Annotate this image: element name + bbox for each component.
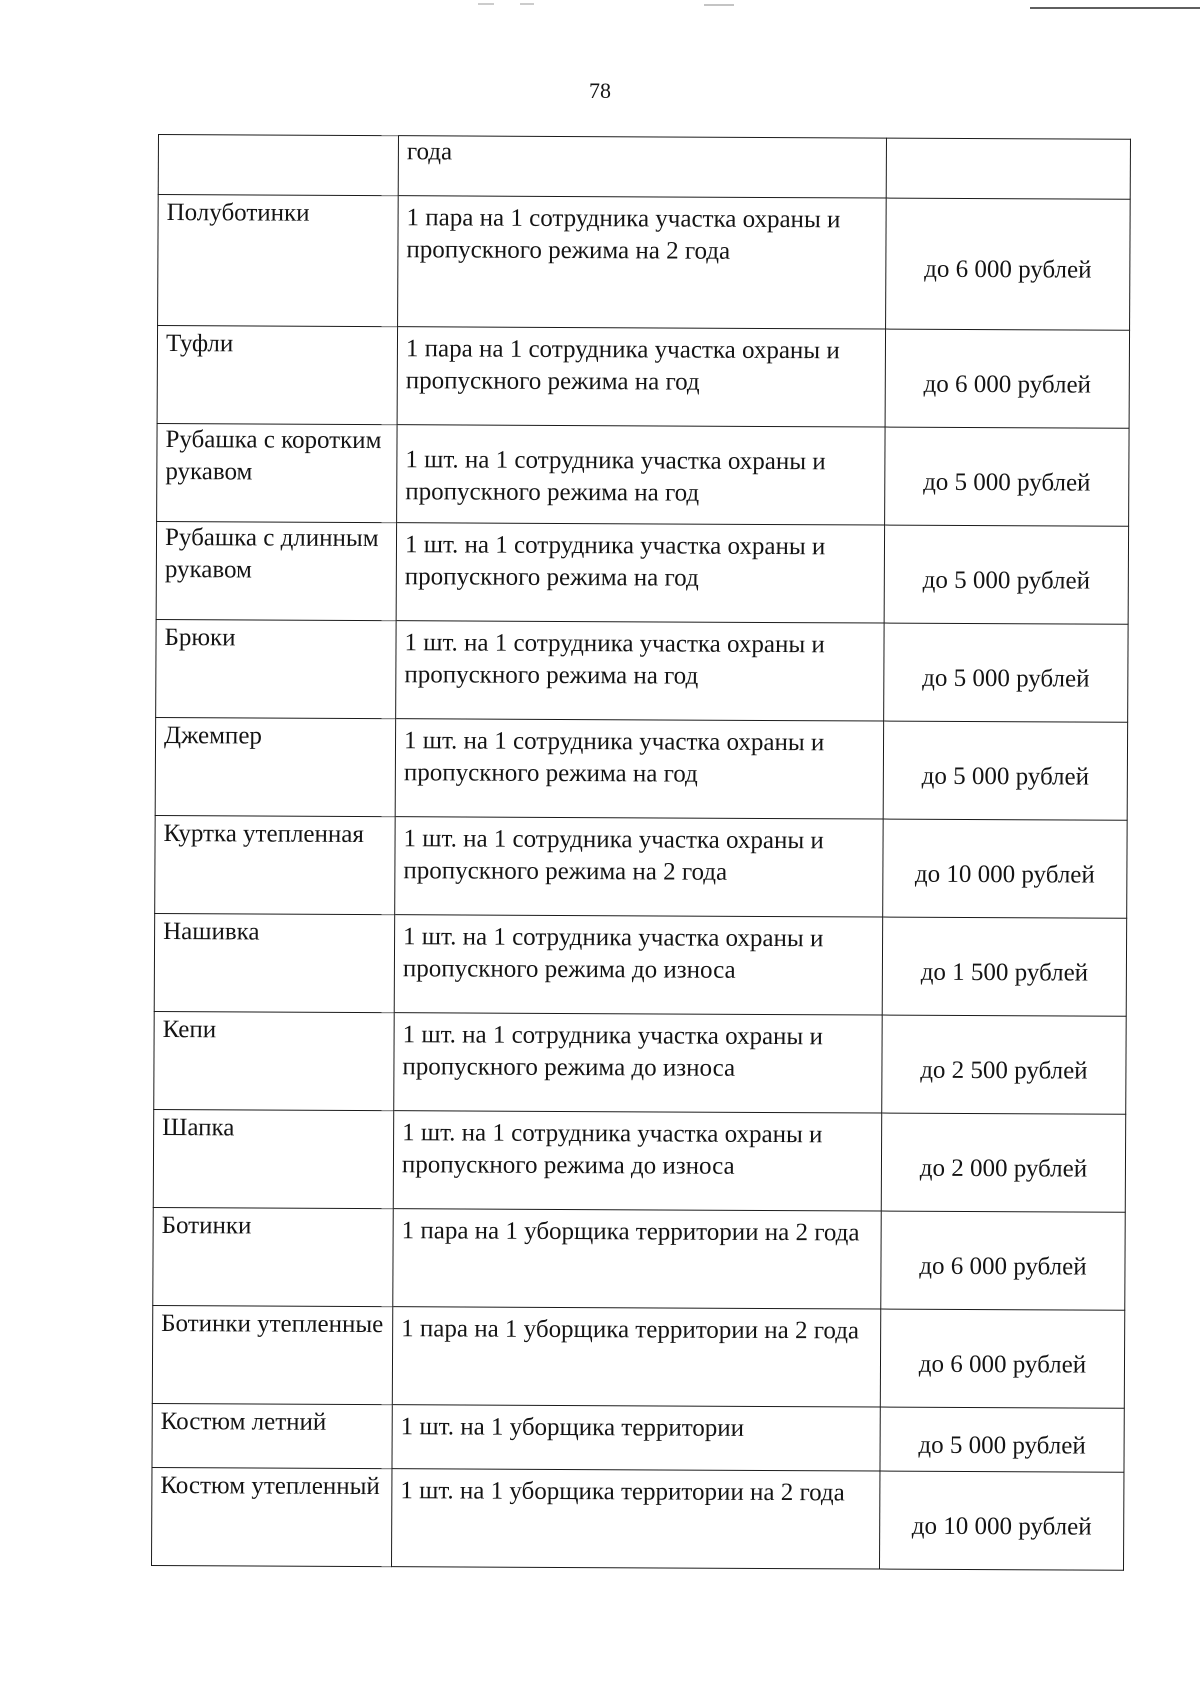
item-name-cell: Нашивка bbox=[154, 913, 394, 1012]
item-name-cell: Рубашка с коротким рукавом bbox=[157, 423, 397, 522]
item-price-cell: до 6 000 рублей bbox=[881, 1211, 1125, 1310]
table-row bbox=[155, 717, 1127, 820]
item-norm-cell: 1 шт. на 1 сотрудника участка охраны и пропускного режима на год bbox=[395, 719, 883, 819]
item-price-cell: до 2 500 рублей bbox=[882, 1015, 1126, 1114]
item-name-cell: Ботинки утепленные bbox=[152, 1305, 392, 1404]
table-row bbox=[154, 1011, 1126, 1114]
item-norm-cell: 1 пара на 1 уборщика территории на 2 года bbox=[392, 1307, 880, 1407]
page-number: 78 bbox=[589, 78, 611, 103]
table-row bbox=[153, 1109, 1125, 1212]
item-norm-cell: 1 шт. на 1 уборщика территории на 2 года bbox=[392, 1469, 880, 1569]
table-row bbox=[157, 326, 1129, 429]
item-name-cell: Брюки bbox=[156, 619, 396, 718]
table-row bbox=[158, 195, 1131, 331]
table-row bbox=[152, 1403, 1124, 1472]
item-price-cell: до 5 000 рублей bbox=[885, 427, 1129, 526]
table-row bbox=[156, 619, 1128, 722]
table-row bbox=[153, 1207, 1125, 1310]
table-row bbox=[155, 815, 1127, 918]
table-row bbox=[154, 913, 1126, 1016]
item-norm-cell: 1 шт. на 1 сотрудника участка охраны и пропускного режима до износа bbox=[393, 1111, 881, 1211]
item-norm-cell: 1 шт. на 1 сотрудника участка охраны и пропускного режима на год bbox=[396, 523, 884, 623]
item-norm-cell: 1 шт. на 1 сотрудника участка охраны и пропускного режима до износа bbox=[394, 1013, 882, 1113]
table-row bbox=[157, 423, 1129, 526]
item-price-cell: до 10 000 рублей bbox=[879, 1471, 1123, 1570]
allowance-table bbox=[151, 134, 1131, 1571]
item-name-cell: Костюм утепленный bbox=[152, 1467, 392, 1566]
item-name-cell: Кепи bbox=[154, 1011, 394, 1110]
item-name-cell: Шапка bbox=[153, 1109, 393, 1208]
table-row bbox=[152, 1467, 1124, 1570]
item-norm-cell: 1 пара на 1 сотрудника участка охраны и пропускного режима на год bbox=[397, 327, 885, 427]
item-price-cell: до 10 000 рублей bbox=[883, 819, 1127, 918]
item-name-cell: Ботинки bbox=[153, 1207, 393, 1306]
table-row bbox=[156, 521, 1128, 624]
item-norm-cell: 1 шт. на 1 сотрудника участка охраны и пропускного режима на год bbox=[397, 425, 885, 525]
item-name-cell: Туфли bbox=[157, 326, 397, 425]
item-norm-cell: 1 шт. на 1 сотрудника участка охраны и пропускного режима на 2 года bbox=[395, 817, 883, 917]
scan-artifacts bbox=[0, 0, 1200, 14]
item-price-cell: до 5 000 рублей bbox=[880, 1407, 1124, 1472]
item-price-cell bbox=[886, 138, 1130, 199]
item-price-cell: до 6 000 рублей bbox=[886, 198, 1131, 330]
item-name-cell: Рубашка с длинным рукавом bbox=[156, 521, 396, 620]
table-row bbox=[158, 135, 1130, 200]
item-norm-cell: 1 пара на 1 сотрудника участка охраны и пропускного режима на 2 года bbox=[398, 196, 887, 329]
item-norm-cell: 1 шт. на 1 уборщика территории bbox=[392, 1405, 880, 1471]
item-name-cell bbox=[158, 135, 398, 196]
item-price-cell: до 5 000 рублей bbox=[884, 623, 1128, 722]
item-norm-cell: 1 пара на 1 уборщика территории на 2 года bbox=[393, 1209, 881, 1309]
item-norm-cell: 1 шт. на 1 сотрудника участка охраны и пропускного режима на год bbox=[396, 621, 884, 721]
item-price-cell: до 6 000 рублей bbox=[885, 329, 1129, 428]
item-norm-cell: года bbox=[398, 136, 886, 198]
item-price-cell: до 1 500 рублей bbox=[882, 917, 1126, 1016]
table-row bbox=[152, 1305, 1124, 1408]
item-name-cell: Джемпер bbox=[155, 717, 395, 816]
item-price-cell: до 2 000 рублей bbox=[881, 1113, 1125, 1212]
item-name-cell: Костюм летний bbox=[152, 1403, 392, 1468]
item-price-cell: до 5 000 рублей bbox=[884, 525, 1128, 624]
item-price-cell: до 5 000 рублей bbox=[883, 721, 1127, 820]
item-name-cell: Куртка утепленная bbox=[155, 815, 395, 914]
item-price-cell: до 6 000 рублей bbox=[880, 1309, 1124, 1408]
item-name-cell: Полуботинки bbox=[158, 195, 399, 327]
item-norm-cell: 1 шт. на 1 сотрудника участка охраны и пропускного режима до износа bbox=[394, 915, 882, 1015]
